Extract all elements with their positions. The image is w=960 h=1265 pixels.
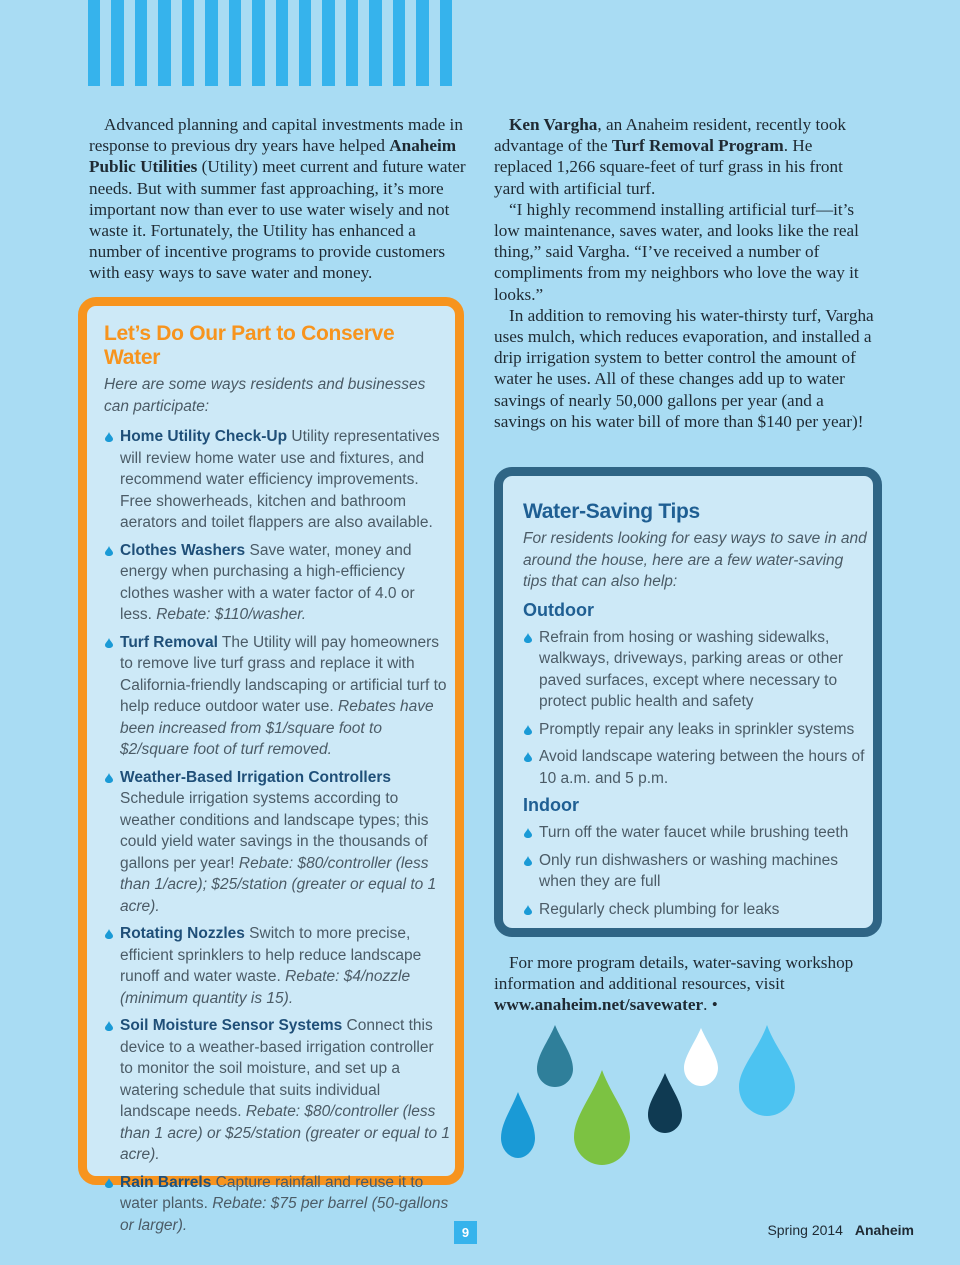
conserve-box-title: Let’s Do Our Part to Conserve Water	[104, 322, 395, 369]
tips-box-intro: For residents looking for easy ways to save in and around the house, here are a few water-saving tips that can also help:	[523, 530, 867, 590]
outdoor-heading: Outdoor	[523, 599, 594, 620]
conserve-item-text: Schedule irrigation systems according to weather conditions and landscape types; this could yield water savings in the thousands of gallons per year!	[120, 790, 429, 872]
conserve-item	[104, 923, 450, 1009]
intro-paragraph	[89, 114, 467, 284]
light-blue-drop-icon	[739, 1025, 795, 1116]
tip-text: Avoid landscape watering between the hours of 10 a.m. and 5 p.m.	[539, 748, 865, 787]
conserve-item-text: Connect this device to a weather-based irrigation controller to monitor the soil moisture, and set up a watering schedule that suits individual landscape needs.	[120, 1017, 434, 1120]
tip-item	[523, 719, 868, 741]
indoor-tips-list	[523, 822, 868, 920]
conserve-item-heading: Soil Moisture Sensor Systems	[120, 1017, 343, 1034]
stripe	[111, 0, 123, 86]
stripe	[252, 0, 264, 86]
conserve-item-text: Utility representatives will review home water use and fixtures, and recommend water efficiency improvements. Free showerheads, kitchen and bathroom aerators and toilet flappers are also available.	[120, 428, 440, 531]
conserve-item-rebate: Rebate: $80/controller (less than 1 acre) or $25/station (greater or equal to 1 acre).	[120, 1103, 451, 1163]
water-drop-bullet-icon	[524, 828, 532, 838]
conserve-item-heading: Rain Barrels	[120, 1173, 212, 1191]
savewater-link[interactable]: www.anaheim.net/savewater	[494, 995, 704, 1015]
resident-name: Ken Vargha	[509, 115, 598, 134]
tip-item	[523, 627, 868, 713]
stripe	[346, 0, 358, 86]
water-drop-bullet-icon	[105, 1178, 113, 1188]
water-drop-bullet-icon	[105, 638, 113, 648]
story-text: , an Anaheim resident, recently took advantage of the	[494, 115, 847, 156]
conserve-item-rebate: Rebate: $80/controller (less than 1/acre); $25/station (greater or equal to 1 acre).	[120, 854, 437, 915]
water-drop-bullet-icon	[524, 856, 532, 866]
indoor-heading: Indoor	[523, 795, 579, 815]
stripe	[135, 0, 147, 86]
conserve-item-text: The Utility will pay homeowners to remove live turf grass and replace it with California-friendly landscaping or artificial turf to help reduce outdoor water use.	[120, 633, 447, 715]
conserve-item-text: Save water, money and energy when purchasing a high-efficiency clothes washer with a water factor of 4.0 or less.	[120, 541, 415, 623]
page-number: 9	[454, 1221, 477, 1244]
stripe	[440, 0, 452, 86]
tip-item	[523, 822, 868, 844]
stripe	[416, 0, 428, 86]
water-drop-bullet-icon	[105, 929, 113, 939]
white-drop-icon	[684, 1028, 718, 1086]
water-drop-bullet-icon	[105, 1021, 113, 1031]
closing-end: . •	[703, 995, 718, 1015]
story-paragraph-2: “I highly recommend installing artificial turf—it’s low maintenance, saves water, and looks like the real thing,” said Vargha. “I’ve received a number of compliments from my neighbors who love the way it looks.”	[494, 199, 859, 304]
stripe	[158, 0, 170, 86]
header-stripes	[88, 0, 463, 86]
conserve-item-heading: Weather-Based Irrigation Controllers	[120, 768, 392, 786]
conserve-item	[104, 426, 450, 534]
tip-text: Promptly repair any leaks in sprinkler systems	[539, 720, 855, 738]
stripe	[393, 0, 405, 86]
stripe	[229, 0, 241, 86]
navy-drop-icon	[648, 1073, 682, 1133]
tip-item	[523, 850, 868, 893]
water-drops-illustration	[490, 1020, 810, 1190]
water-drop-bullet-icon	[524, 725, 532, 735]
tips-box-title: Water-Saving Tips	[523, 500, 700, 523]
tip-text: Only run dishwashers or washing machines when they are full	[539, 851, 838, 890]
water-drop-bullet-icon	[105, 432, 113, 442]
water-drop-bullet-icon	[105, 546, 113, 556]
publication-brand: Anaheim	[854, 1222, 914, 1238]
water-saving-tips-box	[494, 467, 882, 937]
stripe	[276, 0, 288, 86]
conserve-item	[104, 540, 450, 626]
closing-body: For more program details, water-saving workshop information and additional resources, visit	[494, 953, 854, 994]
conserve-water-box	[78, 297, 464, 1234]
conserve-item-heading: Home Utility Check-Up	[120, 428, 288, 445]
utility-name: Anaheim Public Utilities	[89, 136, 457, 177]
story-text: . He replaced 1,266 square-feet of turf grass in his front yard with artificial turf.	[494, 136, 843, 198]
closing-text	[494, 952, 864, 1016]
conserve-item-rebate: Rebate: $110/washer.	[156, 606, 307, 623]
conserve-item-rebate: Rebates have been increased from $1/square foot to $2/square foot of turf removed.	[120, 698, 434, 758]
water-drop-bullet-icon	[105, 773, 113, 783]
intro-text: (Utility) meet current and future water needs. But with summer fast approaching, it’s more important now than ever to use water wisely and not waste it. Fortunately, the Utility has enhanced a number of incentive programs to provide customers with easy ways to save water and money.	[89, 157, 466, 283]
stripe	[88, 0, 100, 86]
stripe	[322, 0, 334, 86]
conserve-item	[104, 1015, 450, 1166]
story-paragraph-1	[494, 114, 874, 199]
issue-season: Spring 2014	[767, 1222, 843, 1238]
tip-text: Turn off the water faucet while brushing teeth	[539, 824, 849, 841]
conserve-list	[104, 426, 450, 1236]
tip-text: Regularly check plumbing for leaks	[539, 900, 780, 918]
green-drop-icon	[574, 1070, 630, 1165]
closing-paragraph	[494, 952, 864, 1016]
conserve-item	[104, 767, 450, 918]
stripe	[299, 0, 311, 86]
tip-item	[523, 899, 868, 921]
conserve-item-text: Switch to more precise, efficient sprinklers to help reduce landscape runoff and water waste.	[120, 925, 422, 985]
stripe	[205, 0, 217, 86]
stripe	[182, 0, 194, 86]
story-paragraph-3: In addition to removing his water-thirsty turf, Vargha uses mulch, which reduces evaporation, and installed a drip irrigation system to better control the amount of water he uses. All of these changes add up to water savings of nearly 50,000 gallons per year (and a savings on his water bill of more than $140 per year)!	[494, 305, 874, 431]
water-drop-bullet-icon	[524, 633, 532, 643]
conserve-item	[104, 1172, 450, 1237]
conserve-item-heading: Turf Removal	[120, 633, 218, 651]
conserve-box-intro: Here are some ways residents and businesses can participate:	[104, 376, 426, 415]
conserve-item-rebate: Rebate: $75 per barrel (50-gallons or larger).	[120, 1195, 449, 1234]
water-drop-bullet-icon	[524, 752, 532, 762]
conserve-item-heading: Clothes Washers	[120, 541, 246, 559]
stripe	[369, 0, 381, 86]
outdoor-tips-list	[523, 627, 868, 790]
intro-article	[89, 114, 467, 284]
tip-text: Refrain from hosing or washing sidewalks, walkways, driveways, parking areas or other paved surfaces, except where necessary to protect public health and safety	[539, 628, 844, 710]
footer-label	[767, 1222, 914, 1238]
program-name: Turf Removal Program	[611, 136, 784, 156]
intro-text: Advanced planning and capital investments made in response to previous dry years have helped	[89, 115, 463, 156]
vargha-story	[494, 114, 874, 432]
blue-drop-icon	[501, 1092, 535, 1158]
teal-drop-icon	[537, 1025, 573, 1087]
tip-item	[523, 746, 868, 789]
water-drop-bullet-icon	[524, 905, 532, 915]
conserve-item	[104, 632, 450, 761]
conserve-item-heading: Rotating Nozzles	[120, 925, 245, 942]
conserve-item-rebate: Rebate: $4/nozzle (minimum quantity is 15).	[120, 968, 411, 1007]
conserve-item-text: Capture rainfall and reuse it to water plants.	[120, 1173, 424, 1212]
